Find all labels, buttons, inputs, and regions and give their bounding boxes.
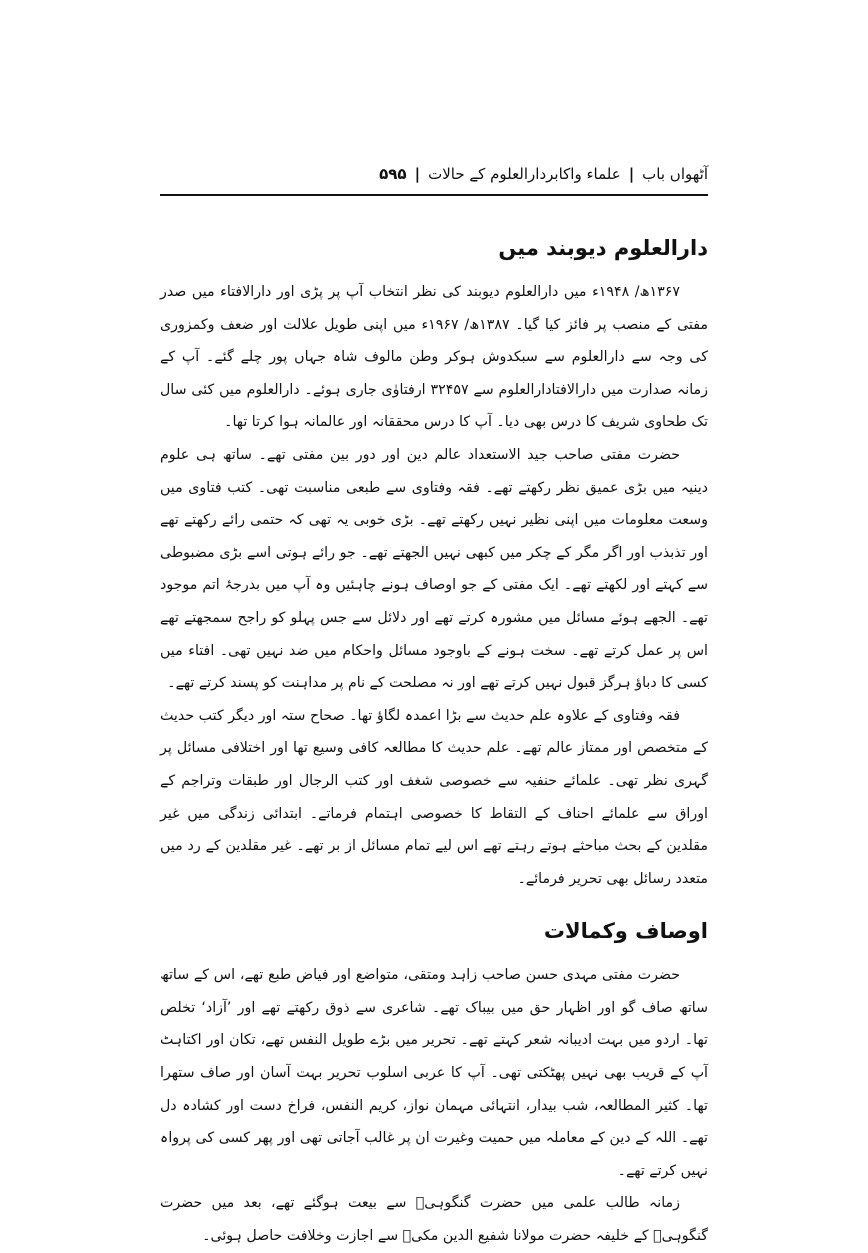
- page-body: [160, 222, 708, 1253]
- paragraph: ۱۳۶۷ھ/ ۱۹۴۸ء میں دارالعلوم دیوبند کی نظر انتخاب آپ پر پڑی اور دارالافتاء میں صدر مفتی کے منصب پر فائز کیا گیا۔ ۱۳۸۷ھ/ ۱۹۶۷ء میں اپنی طویل علالت اور ضعف وکمزوری کی وجہ سے دارالعلوم سے سبکدوش ہوکر وطن مالوف شاہ جہاں پور چلے گئے۔ آپ کے زمانہ صدارت میں دارالافتادارالعلوم سے ۳۲۴۵۷ ارفتاوٰی جاری ہوئے۔ دارالعلوم میں کئی سال تک طحاوی شریف کا درس بھی دیا۔ آپ کا درس محققانہ اور عالمانہ ہوا کرتا تھا۔: [160, 284, 708, 431]
- section-heading-darululoom: دارالعلوم دیوبند میں: [498, 236, 708, 260]
- paragraph: حضرت مفتی صاحب جید الاستعداد عالم دین اور دور بین مفتی تھے۔ ساتھ ہی علوم دینیہ میں بڑی عمیق نظر رکھتے تھے۔ فقہ وفتاوی سے طبعی مناسبت تھی۔ کتب فتاوی میں وسعت معلومات میں اپنی نظیر نہیں رکھتے تھے۔ بڑی خوبی یہ تھی کہ حتمی رائے رکھتے تھے اور تذبذب اور اگر مگر کے چکر میں کبھی نہیں الجھتے تھے۔ جو رائے ہوتی اسے بڑی مضبوطی سے کہتے اور لکھتے تھے۔ ایک مفتی کے جو اوصاف ہونے چاہئیں وہ آپ میں بدرجۂ اتم موجود تھے۔ الجھے ہوئے مسائل میں مشورہ کرتے تھے اور دلائل سے جس پہلو کو راجح سمجھتے تھے اس پر عمل کرتے تھے۔ سخت ہونے کے باوجود مسائل واحکام میں ضد نہیں تھی۔ افتاء میں کسی کا دباؤ ہرگز قبول نہیں کرتے تھے اور نہ مصلحت کے نام پر مداہنت کو پسند کرتے تھے۔: [160, 446, 708, 692]
- section-heading-awsaf: اوصاف وکمالات: [543, 919, 708, 944]
- header-separator: |: [414, 165, 421, 183]
- paragraph: زمانہ طالب علمی میں حضرت گنگوہیؒ سے بیعت ہوگئے تھے، بعد میں حضرت گنگوہیؒ کے خلیفہ حضرت مولانا شفیع الدین مکیؒ سے اجازت وخلافت حاصل ہوئی۔: [160, 1195, 708, 1245]
- paragraph: حضرت مفتی مہدی حسن صاحب زاہد ومتقی، متواضع اور فیاض طبع تھے، اس کے ساتھ ساتھ صاف گو اور اظہار حق میں بیباک تھے۔ شاعری سے ذوق رکھتے تھے اور ’آزاد‘ تخلص تھا۔ اردو میں بہت ادیبانہ شعر کہتے تھے۔ تحریر میں بڑے طویل النفس تھے، تکان اور اکتاہٹ آپ کے قریب بھی نہیں پھٹکتی تھی۔ آپ کا عربی اسلوب تحریر بہت آسان اور صاف ستھرا تھا۔ کثیر المطالعہ، شب بیدار، انتہائی مہمان نواز، کریم النفس، فراخ دست اور کشادہ دل تھے۔ اللہ کے دین کے معاملہ میں حمیت وغیرت ان پر غالب آجاتی تھی اور پھر کسی کی پرواہ نہیں کرتے تھے۔: [160, 967, 708, 1179]
- running-header: [160, 156, 708, 192]
- header-title: علماء واکابردارالعلوم کے حالات: [428, 165, 621, 183]
- header-chapter: آٹھواں باب: [642, 165, 708, 183]
- header-separator: |: [628, 165, 635, 183]
- page-number: ۵۹۵: [379, 165, 407, 183]
- paragraph: فقہ وفتاوی کے علاوہ علم حدیث سے بڑا اعمدہ لگاؤ تھا۔ صحاح ستہ اور دیگر کتب حدیث کے متخصص اور ممتاز عالم تھے۔ علم حدیث کا مطالعہ کافی وسیع تھا اور اختلافی مسائل پر گہری نظر تھی۔ علمائے حنفیہ سے خصوصی شغف اور کتب الرجال اور طبقات وتراجم کے اوراق سے علمائے احناف کے التقاط کا خصوصی اہتمام فرماتے۔ ابتدائی زندگی میں غیر مقلدین کے بحث مباحثے ہوتے رہتے تھے اس لیے تمام مسائل از بر تھے۔ غیر مقلدین کے رد میں متعدد رسائل بھی تحریر فرمائے۔: [160, 707, 708, 887]
- header-divider: [160, 194, 708, 196]
